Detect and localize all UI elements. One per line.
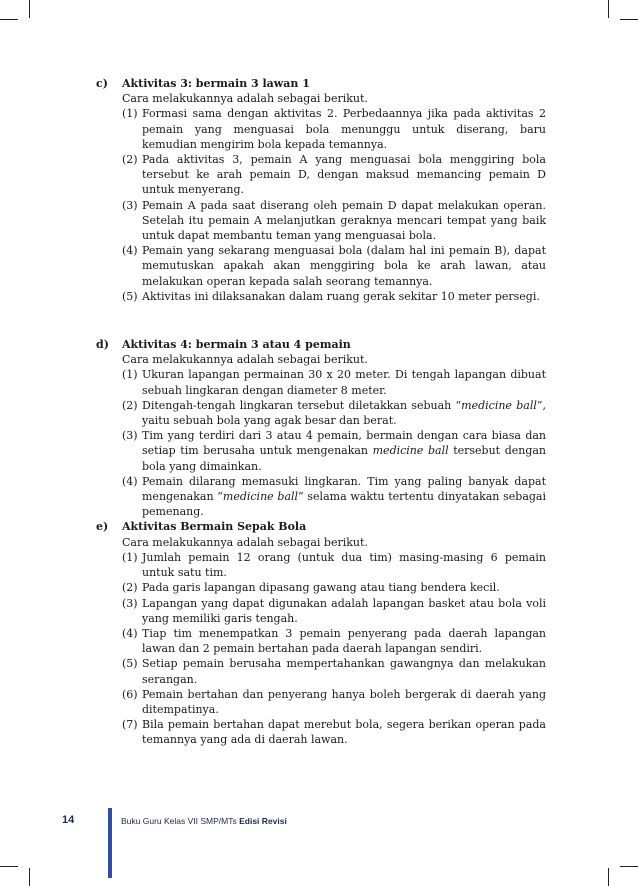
item-number: (2) (122, 398, 138, 412)
list-item (96, 626, 546, 656)
crop-mark-bottom-left-v (29, 868, 30, 886)
list-item (96, 580, 546, 595)
section-intro: Cara melakukannya adalah sebagai berikut. (122, 353, 368, 367)
list-item (96, 367, 546, 397)
item-text: Pemain yang sekarang menguasai bola (dalam hal ini pemain B), dapat memutuskan apakah akan menggiring bola ke arah lawan, atau melakukan operan kepada salah seorang temannya. (142, 244, 546, 288)
footer-book-title (121, 816, 287, 826)
section-heading (96, 519, 546, 534)
item-number: (2) (122, 581, 138, 595)
list-item (96, 687, 546, 717)
section-intro: Cara melakukannya adalah sebagai berikut. (122, 92, 368, 106)
crop-mark-top-right-h (620, 19, 638, 20)
item-text: Pemain dilarang memasuki lingkaran. Tim yang paling banyak dapat mengenakan “medicine ball” selama waktu tertentu dinyatakan sebagai pemenang. (142, 474, 546, 519)
item-list (96, 550, 546, 748)
list-item (96, 656, 546, 686)
item-text: Lapangan yang dapat digunakan adalah lapangan basket atau bola voli yang memiliki garis tengah. (142, 596, 546, 625)
crop-mark-bottom-left-h (0, 866, 18, 867)
section-letter: c) (96, 77, 108, 90)
crop-mark-bottom-right-h (620, 866, 638, 867)
item-number: (5) (122, 657, 138, 671)
item-text: Ukuran lapangan permainan 30 x 20 meter. Di tengah lapangan dibuat sebuah lingkaran dengan diameter 8 meter. (142, 368, 546, 397)
item-text: Tim yang terdiri dari 3 atau 4 pemain, bermain dengan cara biasa dan setiap tim berusaha untuk mengenakan medicine ball tersebut dengan bola yang dimainkan. (142, 429, 547, 473)
item-text: Formasi sama dengan aktivitas 2. Perbedaannya jika pada aktivitas 2 pemain yang menguasai bola menunggu untuk diserang, baru kemudian mengirim bola kepada temannya. (142, 107, 546, 151)
item-list (96, 106, 546, 304)
section-letter: d) (96, 338, 109, 352)
list-item (96, 717, 546, 747)
item-number: (1) (122, 368, 138, 382)
item-number: (4) (122, 244, 138, 258)
list-item (96, 243, 546, 289)
item-number: (7) (122, 718, 138, 732)
item-number: (1) (122, 550, 138, 564)
item-number: (4) (122, 474, 138, 488)
item-text: Ditengah-tengah lingkaran tersebut diletakkan sebuah “medicine ball”, yaitu sebuah bola yang agak besar dan berat. (142, 398, 546, 428)
item-text: Pemain bertahan dan penyerang hanya boleh bergerak di daerah yang ditempatinya. (142, 687, 546, 716)
item-number: (2) (122, 153, 138, 167)
item-text: Aktivitas ini dilaksanakan dalam ruang gerak sekitar 10 meter persegi. (142, 289, 540, 303)
list-item (96, 198, 546, 244)
crop-mark-top-left-h (0, 19, 18, 20)
item-list (96, 367, 546, 519)
item-number: (4) (122, 626, 138, 640)
list-item (96, 152, 546, 198)
section-aktivitas-3 (96, 76, 546, 304)
item-text: Pemain A pada saat diserang oleh pemain D dapat melakukan operan. Setelah itu pemain A melanjutkan geraknya mencari tempat yang baik untuk dapat membantu teman yang menguasai bola. (142, 198, 546, 243)
crop-mark-top-right-v (608, 0, 609, 18)
item-text: Pada aktivitas 3, pemain A yang menguasai bola menggiring bola tersebut ke arah pemain D, dengan maksud memancing pemain D untuk menyerang. (142, 153, 546, 197)
item-number: (1) (122, 107, 138, 121)
footer-divider (108, 808, 112, 878)
item-number: (3) (122, 596, 138, 610)
item-text: Jumlah pemain 12 orang (untuk dua tim) masing-masing 6 pemain untuk satu tim. (142, 550, 546, 580)
section-sepak-bola (96, 519, 546, 747)
item-number: (5) (122, 289, 138, 303)
section-heading (96, 337, 546, 352)
item-text: Bila pemain bertahan dapat merebut bola, segera berikan operan pada temannya yang ada di daerah lawan. (142, 718, 546, 747)
item-text: Pada garis lapangan dipasang gawang atau tiang bendera kecil. (142, 581, 500, 595)
section-aktivitas-4 (96, 337, 546, 519)
item-text: Setiap pemain berusaha mempertahankan gawangnya dan melakukan serangan. (142, 657, 546, 686)
list-item (96, 596, 546, 626)
list-item (96, 550, 546, 580)
book-title: Buku Guru Kelas VII SMP/MTs (121, 816, 237, 826)
list-item (96, 106, 546, 152)
item-number: (3) (122, 198, 138, 212)
section-spacer (96, 304, 546, 337)
section-title: Aktivitas Bermain Sepak Bola (122, 520, 307, 534)
item-number: (6) (122, 687, 138, 701)
page-body (96, 76, 546, 748)
section-title: Aktivitas 4: bermain 3 atau 4 pemain (122, 338, 351, 352)
list-item (96, 398, 546, 428)
item-number: (3) (122, 429, 138, 443)
list-item (96, 428, 546, 474)
crop-mark-bottom-right-v (608, 868, 609, 886)
section-heading (96, 76, 546, 91)
list-item (96, 474, 546, 520)
page-number: 14 (62, 814, 75, 826)
list-item (96, 289, 546, 304)
item-text: Tiap tim menempatkan 3 pemain penyerang pada daerah lapangan lawan dan 2 pemain bertahan pada daerah lapangan sendiri. (142, 626, 546, 656)
book-edition: Edisi Revisi (239, 816, 287, 826)
section-letter: e) (96, 520, 109, 534)
section-title: Aktivitas 3: bermain 3 lawan 1 (122, 77, 310, 90)
section-intro: Cara melakukannya adalah sebagai berikut. (122, 535, 368, 549)
crop-mark-top-left-v (29, 0, 30, 18)
